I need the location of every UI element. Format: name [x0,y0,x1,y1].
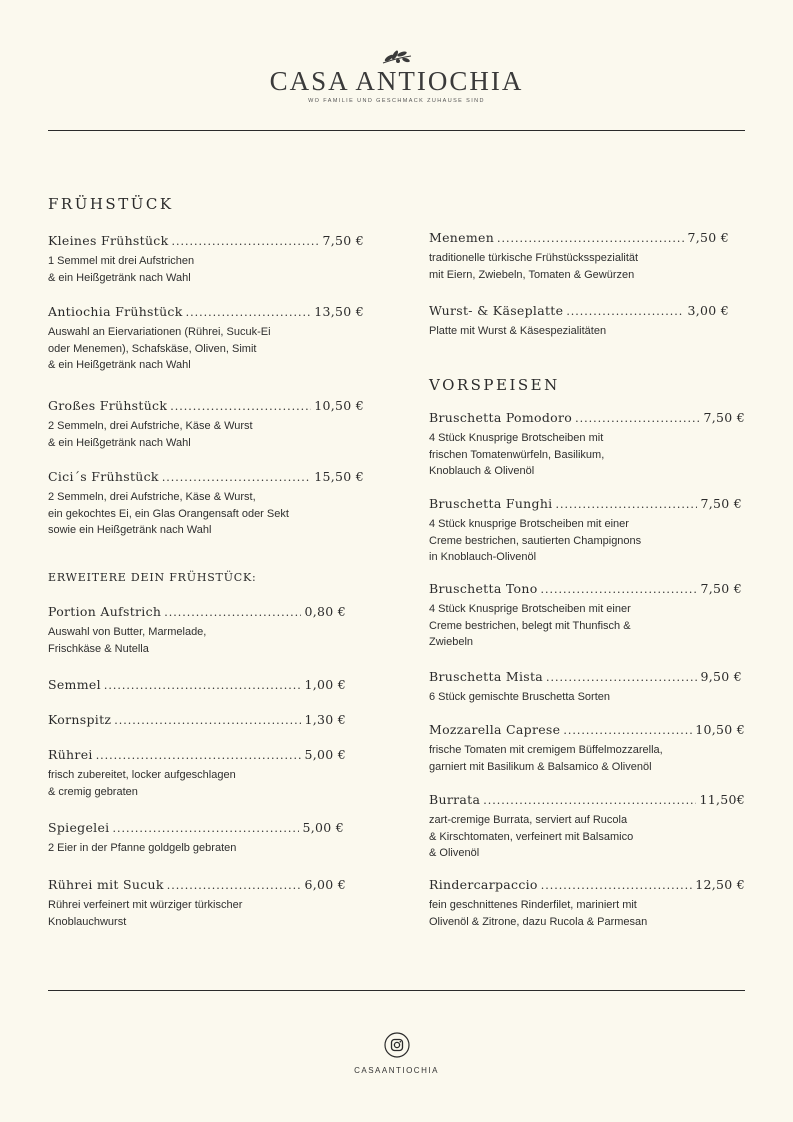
item-name: Burrata [429,792,481,807]
item-description: 2 Semmeln, drei Aufstriche, Käse & Wurst, ein gekochtes Ei, ein Glas Orangensaft oder Sekt sowie ein Heißgetränk nach Wahl [48,491,289,536]
item-price: 7,50 € [700,581,742,596]
item-description: 4 Stück knusprige Brotscheiben mit einer Creme bestrichen, sautierten Champignons in Knoblauch-Olivenöl [429,518,642,563]
item-price: 1,30 € [304,712,346,727]
menu-item-bruschetta-funghi [429,496,742,566]
item-description: zart-cremige Burrata, serviert auf Rucola & Kirschtomaten, verfeinert mit Balsamico & Olivenöl [429,814,634,859]
item-price: 9,50 € [700,669,742,684]
item-description: 6 Stück gemischte Bruschetta Sorten [429,691,610,703]
top-divider [48,130,745,131]
item-name: Wurst- & Käseplatte [429,303,564,318]
item-price: 12,50 € [695,877,745,892]
item-price: 3,00 € [687,303,729,318]
item-price: 13,50 € [314,304,364,319]
item-name: Großes Frühstück [48,398,168,413]
item-name: Rührei mit Sucuk [48,877,164,892]
item-name: Bruschetta Funghi [429,496,553,511]
item-name: Bruschetta Pomodoro [429,410,573,425]
item-name: Kleines Frühstück [48,233,169,248]
menu-item-ruehrei-mit-sucuk [48,877,346,930]
item-description: Platte mit Wurst & Käsespezialitäten [429,325,607,337]
item-price: 7,50 € [322,233,364,248]
item-price: 5,00 € [304,747,346,762]
item-description: fein geschnittenes Rinderfilet, mariniert mit Olivenöl & Zitrone, dazu Rucola & Parmesan [429,899,648,928]
item-description: Auswahl an Eiervariationen (Rührei, Sucuk-Ei oder Menemen), Schafskäse, Oliven, Simit & ein Heißgetränk nach Wahl [48,326,271,371]
item-price: 10,50 € [695,722,745,737]
item-description: frisch zubereitet, locker aufgeschlagen & cremig gebraten [48,769,236,798]
item-price: 5,00 € [302,820,344,835]
item-name: Semmel [48,677,101,692]
bottom-divider [48,990,745,991]
item-name: Portion Aufstrich [48,604,162,619]
menu-item-bruschetta-mista [429,669,742,706]
item-price: 11,50€ [699,792,745,807]
item-price: 7,50 € [700,496,742,511]
menu-item-kornspitz [48,712,346,727]
instagram-icon[interactable] [384,1032,410,1058]
item-name: Bruschetta Mista [429,669,544,684]
left-column [48,195,368,955]
item-description: 4 Stück Knusprige Brotscheiben mit frischen Tomatenwürfeln, Basilikum, Knoblauch & Olivenöl [429,432,605,477]
menu-item-rindercarpaccio [429,877,745,930]
item-description: 1 Semmel mit drei Aufstrichen & ein Heißgetränk nach Wahl [48,255,195,284]
item-price: 10,50 € [314,398,364,413]
item-price: 15,50 € [314,469,364,484]
item-name: Rührei [48,747,93,762]
item-price: 7,50 € [703,410,745,425]
starters-title: VORSPEISEN [429,376,560,394]
menu-item-spiegelei [48,820,344,857]
menu-item-mozzarella-caprese [429,722,745,775]
menu-item-kleines-fruehstueck [48,233,364,286]
menu-item-cicis-fruehstueck [48,469,364,539]
item-price: 0,80 € [304,604,346,619]
menu-item-menemen [429,230,729,283]
item-name: Kornspitz [48,712,112,727]
brand-name: CASA ANTIOCHIA [269,66,524,96]
item-price: 6,00 € [304,877,346,892]
item-price: 1,00 € [304,677,346,692]
menu-item-semmel [48,677,346,692]
item-price: 7,50 € [687,230,729,245]
item-name: Mozzarella Caprese [429,722,561,737]
extras-title: ERWEITERE DEIN FRÜHSTÜCK: [48,571,257,584]
item-description: 4 Stück Knusprige Brotscheiben mit einer Creme bestrichen, belegt mit Thunfisch & Zwiebeln [429,603,631,648]
item-description: frische Tomaten mit cremigem Büffelmozzarella, garniert mit Basilikum & Balsamico & Olivenöl [429,744,663,773]
item-description: 2 Semmeln, drei Aufstriche, Käse & Wurst & ein Heißgetränk nach Wahl [48,420,253,449]
olive-branch-icon [379,48,415,68]
item-description: Auswahl von Butter, Marmelade, Frischkäse & Nutella [48,626,207,655]
menu-item-portion-aufstrich [48,604,346,657]
footer [0,1032,793,1075]
instagram-handle[interactable]: CASAANTIOCHIA [354,1066,439,1075]
logo [0,48,793,104]
item-name: Cici´s Frühstück [48,469,159,484]
breakfast-title: FRÜHSTÜCK [48,195,174,213]
menu-item-antiochia-fruehstueck [48,304,364,374]
menu-item-bruschetta-pomodoro [429,410,745,480]
item-name: Bruschetta Tono [429,581,538,596]
menu-item-ruehrei [48,747,346,800]
item-description: Rührei verfeinert mit würziger türkischer Knoblauchwurst [48,899,243,928]
brand-tagline: WO FAMILIE UND GESCHMACK ZUHAUSE SIND [308,98,485,104]
right-column [429,230,747,950]
item-description: 2 Eier in der Pfanne goldgelb gebraten [48,842,237,854]
item-description: traditionelle türkische Frühstücksspezialität mit Eiern, Zwiebeln, Tomaten & Gewürzen [429,252,639,281]
menu-item-grosses-fruehstueck [48,398,364,451]
menu-item-wurst-kaeseplatte [429,303,729,340]
item-name: Spiegelei [48,820,110,835]
menu-item-burrata [429,792,745,862]
item-name: Menemen [429,230,495,245]
item-name: Rindercarpaccio [429,877,538,892]
menu-item-bruschetta-tono [429,581,742,651]
item-name: Antiochia Frühstück [48,304,183,319]
